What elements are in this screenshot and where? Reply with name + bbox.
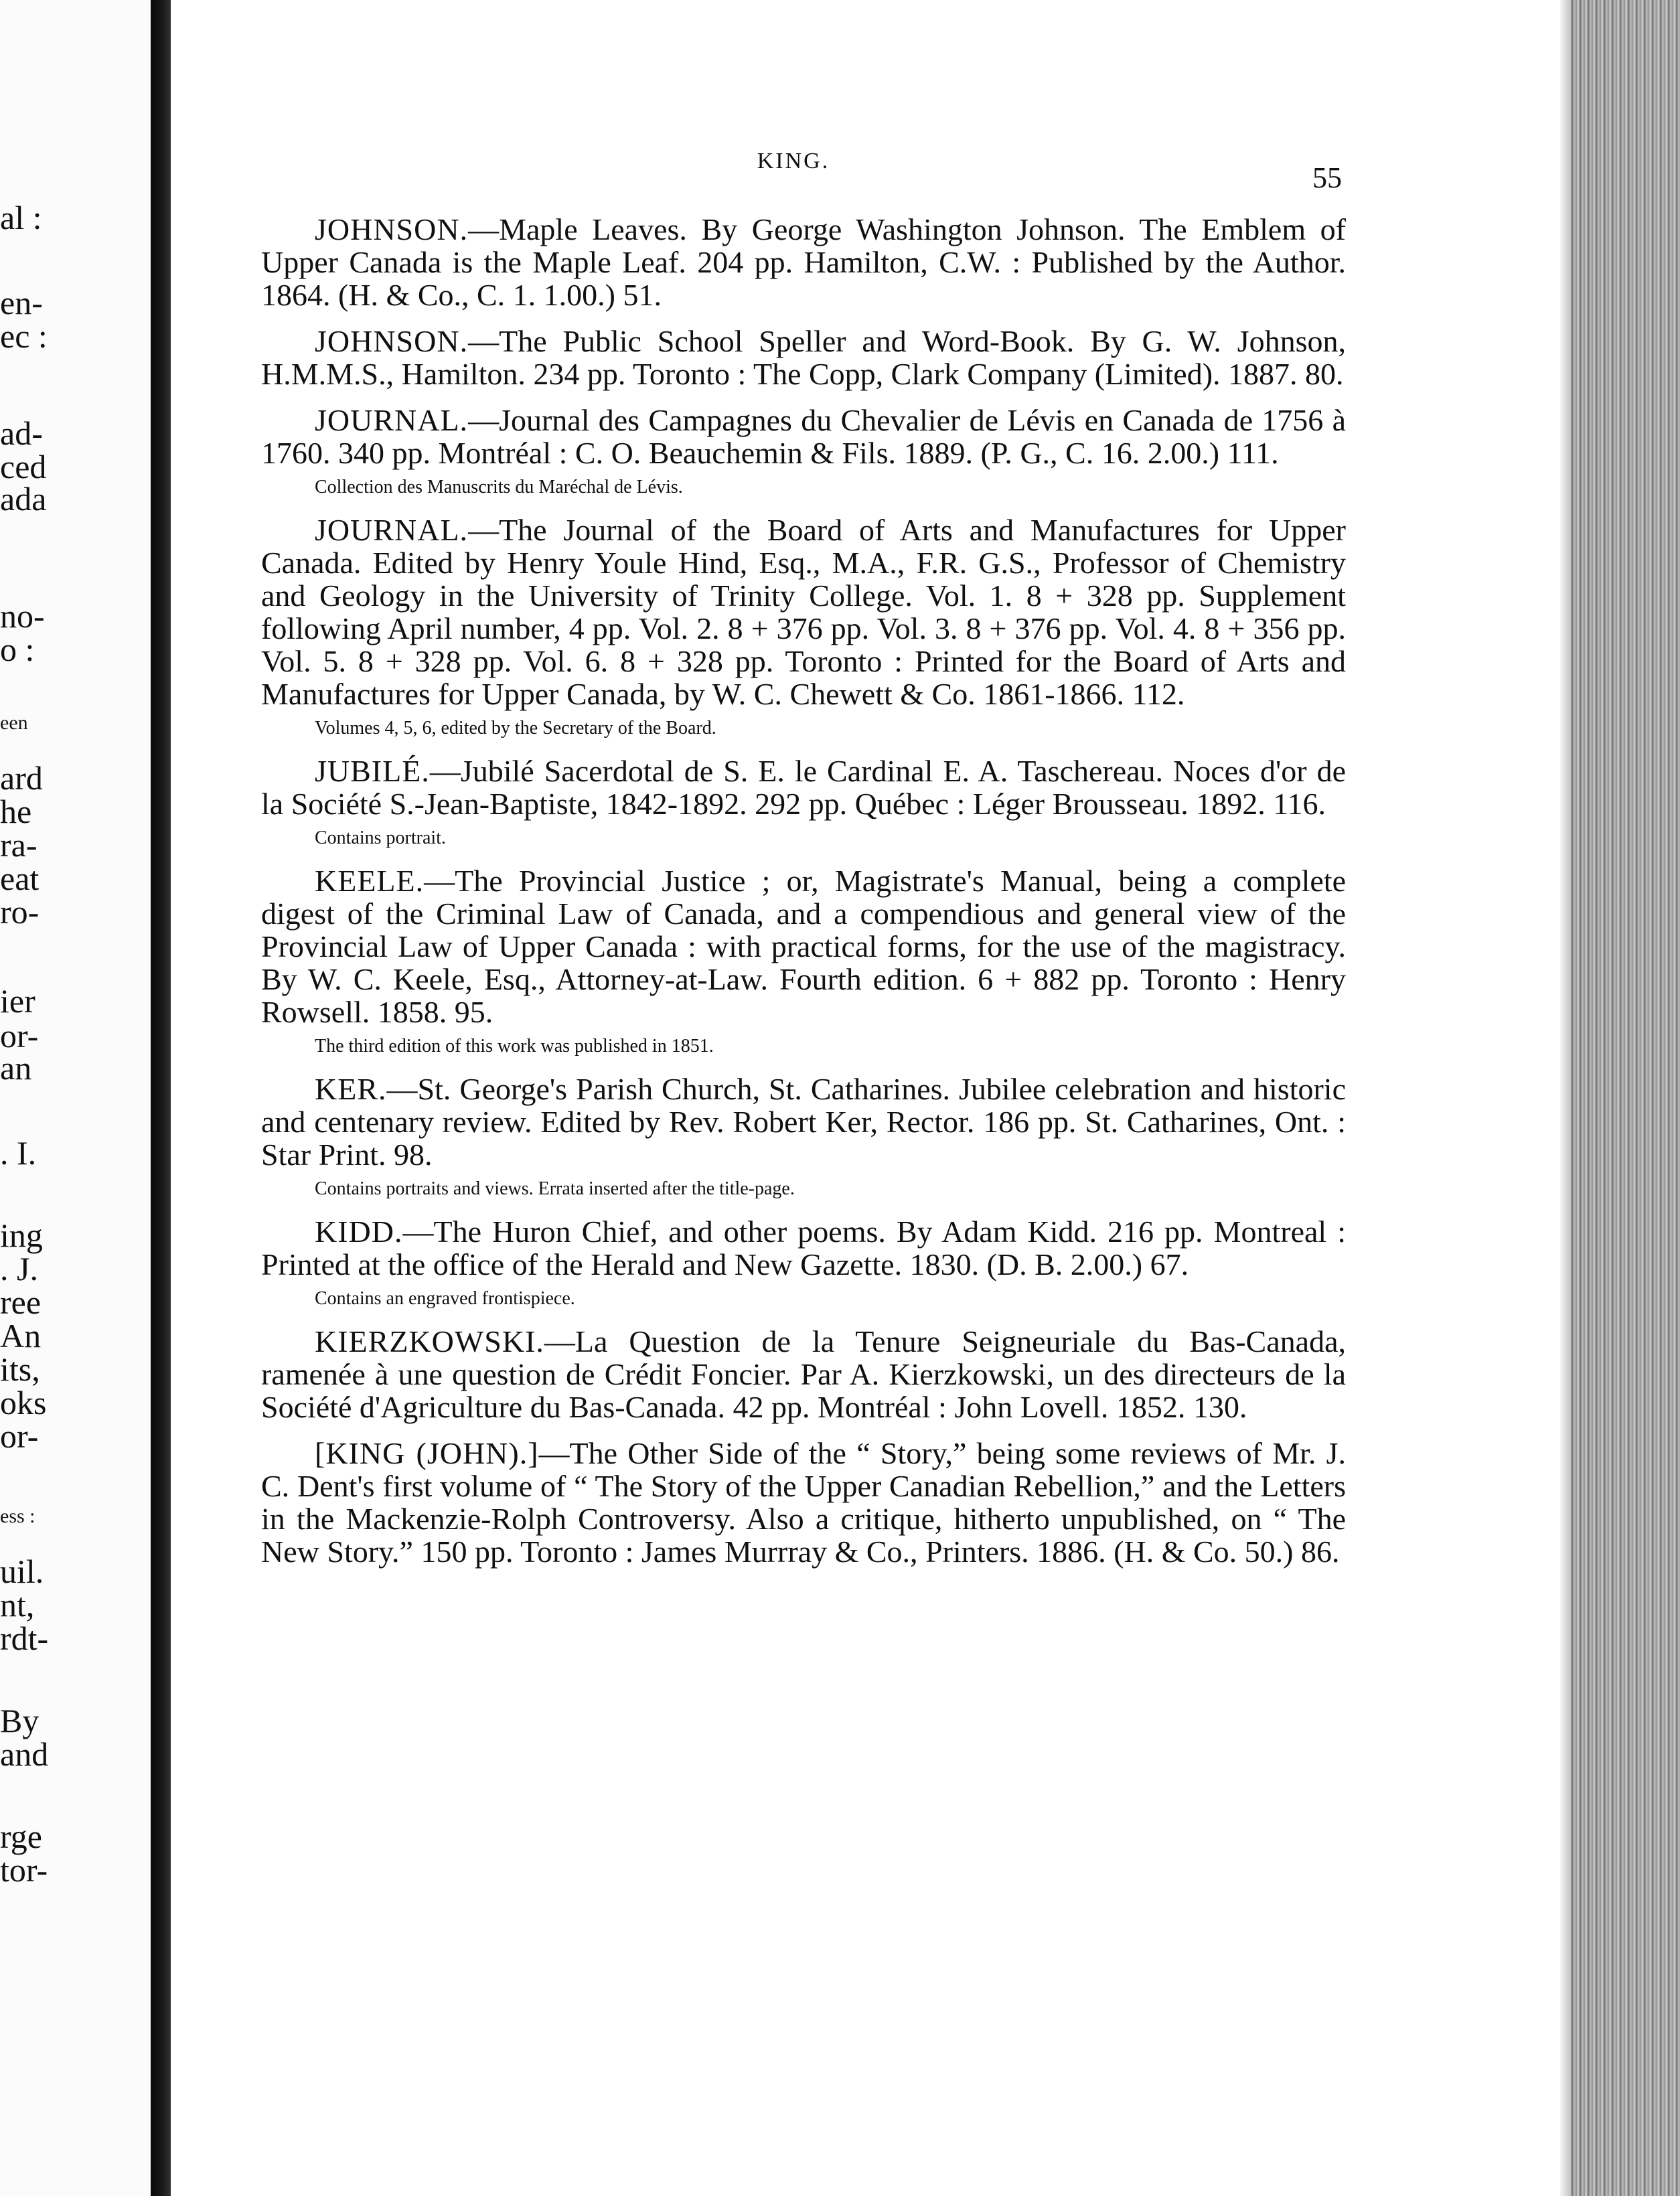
entry-heading: JOHNSON. [315, 324, 469, 358]
fragment: ra- [0, 826, 37, 864]
entry-text: —The Journal of the Board of Arts and Manufactures for Upper Canada. Edited by Henry Youle Hind, Esq., M.A., F.R. G.S., Professor of Chemistry and Geology in the University of Trinity College. Vol. 1. 8 + 328 pp. Supplement following April number, 4 pp. Vol. 2. 8 + 376 pp. Vol. 3. 8 + 376 pp. Vol. 4. 8 + 356 pp. Vol. 5. 8 + 328 pp. Vol. 6. 8 + 328 pp. Toronto : Printed for the Board of Arts and Manufactures for Upper Canada, by W. C. Chewett & Co. 1861-1866. 112. [261, 513, 1346, 711]
fragment: and [0, 1735, 49, 1773]
fragment: ier [0, 982, 35, 1020]
fragment: een [0, 712, 28, 734]
entry-heading: KEELE. [315, 864, 425, 898]
entry-text: —The Provincial Justice ; or, Magistrate's Manual, being a complete digest of the Criminal Law of Canada, and a compendious and general view of the Provincial Law of Upper Canada : with practical forms, for the use of the magistracy. By W. C. Keele, Esq., Attorney-at-Law. Fourth edition. 6 + 882 pp. Toronto : Henry Rowsell. 1858. 95. [261, 864, 1346, 1029]
entry-heading: JOURNAL. [315, 403, 469, 437]
fragment: ro- [0, 893, 40, 931]
fragment: uil. [0, 1553, 44, 1590]
fragment: eat [0, 860, 40, 897]
entry [261, 514, 1346, 710]
fragment: tor- [0, 1851, 48, 1889]
entry [261, 755, 1346, 820]
fragment: . J. [0, 1250, 38, 1287]
entry-text: —The Huron Chief, and other poems. By Adam Kidd. 216 pp. Montreal : Printed at the office of the Herald and New Gazette. 1830. (D. B. 2.00.) 67. [261, 1214, 1346, 1281]
fragment: no- [0, 597, 45, 635]
entry [261, 325, 1346, 390]
fragment: An [0, 1317, 42, 1354]
bibliography-entries [261, 213, 1346, 1581]
fragment: rge [0, 1818, 42, 1855]
fragment: he [0, 793, 32, 830]
entry-heading: [KING (JOHN).] [315, 1436, 539, 1470]
entry [261, 1437, 1346, 1568]
entry-heading: KER. [315, 1072, 387, 1106]
entry [261, 1325, 1346, 1423]
entry-text: —The Other Side of the “ Story,” being some reviews of Mr. J. C. Dent's first volume of “ The Story of the Upper Canadian Rebellion,” and the Letters in the Mackenzie-Rolph Controversy. Also a critique, hitherto unpublished, on “ The New Story.” 150 pp. Toronto : James Murrray & Co., Printers. 1886. (H. & Co. 50.) 86. [261, 1436, 1347, 1569]
fragment: . I. [0, 1134, 37, 1172]
entry-note: Collection des Manuscrits du Maréchal de Lévis. [315, 477, 683, 497]
entry-text: —Jubilé Sacerdotal de S. E. le Cardinal E. A. Taschereau. Noces d'or de la Société S.-Jean-Baptiste, 1842-1892. 292 pp. Québec : Léger Brousseau. 1892. 116. [261, 754, 1346, 821]
entry [261, 864, 1346, 1028]
page-stack-edge [1560, 0, 1680, 2196]
entry-note: Volumes 4, 5, 6, edited by the Secretary of the Board. [315, 718, 716, 738]
fragment: By [0, 1702, 40, 1739]
entry-note: Contains an engraved frontispiece. [315, 1288, 575, 1309]
entry-heading: JOHNSON. [315, 212, 469, 246]
entry [261, 404, 1346, 469]
running-head: KING. [757, 149, 830, 173]
entry [261, 213, 1346, 311]
entry-text: —Journal des Campagnes du Chevalier de Lévis en Canada de 1756 à 1760. 340 pp. Montréal : C. O. Beauchemin & Fils. 1889. (P. G., C. 16. 2.00.) 111. [261, 403, 1346, 470]
fragment: ec : [0, 317, 48, 355]
fragment: ing [0, 1217, 43, 1254]
fragment: its, [0, 1350, 40, 1388]
entry-note: Contains portrait. [315, 828, 446, 848]
entry [261, 1215, 1346, 1281]
fragment: rdt- [0, 1620, 49, 1657]
entry-text: —St. George's Parish Church, St. Catharines. Jubilee celebration and historic and centenary review. Edited by Rev. Robert Ker, Rector. 186 pp. St. Catharines, Ont. : Star Print. 98. [261, 1072, 1346, 1172]
fragment: oks [0, 1384, 47, 1421]
fragment: nt, [0, 1586, 35, 1624]
fragment: al : [0, 199, 42, 236]
entry-heading: KIERZKOWSKI. [315, 1324, 544, 1358]
entry-text: —La Question de la Tenure Seigneuriale du Bas-Canada, ramenée à une question de Crédit Foncier. Par A. Kierzkowski, un des directeurs de la Société d'Agriculture du Bas-Canada. 42 pp. Montréal : John Lovell. 1852. 130. [261, 1324, 1346, 1424]
entry-note: Contains portraits and views. Errata inserted after the title-page. [315, 1178, 795, 1199]
fragment: en- [0, 284, 43, 321]
entry-heading: JOURNAL. [315, 513, 469, 547]
fragment: ced [0, 448, 47, 485]
fragment: ess : [0, 1505, 35, 1527]
fragment: o : [0, 631, 35, 668]
fragment: or- [0, 1417, 39, 1455]
fragment: ree [0, 1283, 42, 1321]
fragment: or- [0, 1017, 39, 1054]
entry-text: —Maple Leaves. By George Washington Johnson. The Emblem of Upper Canada is the Maple Leaf. 204 pp. Hamilton, C.W. : Published by the Author. 1864. (H. & Co., C. 1. 1.00.) 51. [261, 212, 1346, 312]
entry-note: The third edition of this work was published in 1851. [315, 1036, 714, 1056]
fragment: ard [0, 759, 43, 797]
entry-heading: JUBILÉ. [315, 754, 430, 788]
entry [261, 1073, 1346, 1171]
entry-heading: KIDD. [315, 1214, 403, 1249]
fragment: ada [0, 480, 47, 518]
entry-text: —The Public School Speller and Word-Book. By G. W. Johnson, H.M.M.S., Hamilton. 234 pp. Toronto : The Copp, Clark Company (Limited). 1887. 80. [261, 324, 1346, 391]
page-number: 55 [1312, 161, 1342, 194]
book-gutter [151, 0, 171, 2196]
fragment: an [0, 1049, 32, 1087]
fragment: ad- [0, 414, 43, 452]
